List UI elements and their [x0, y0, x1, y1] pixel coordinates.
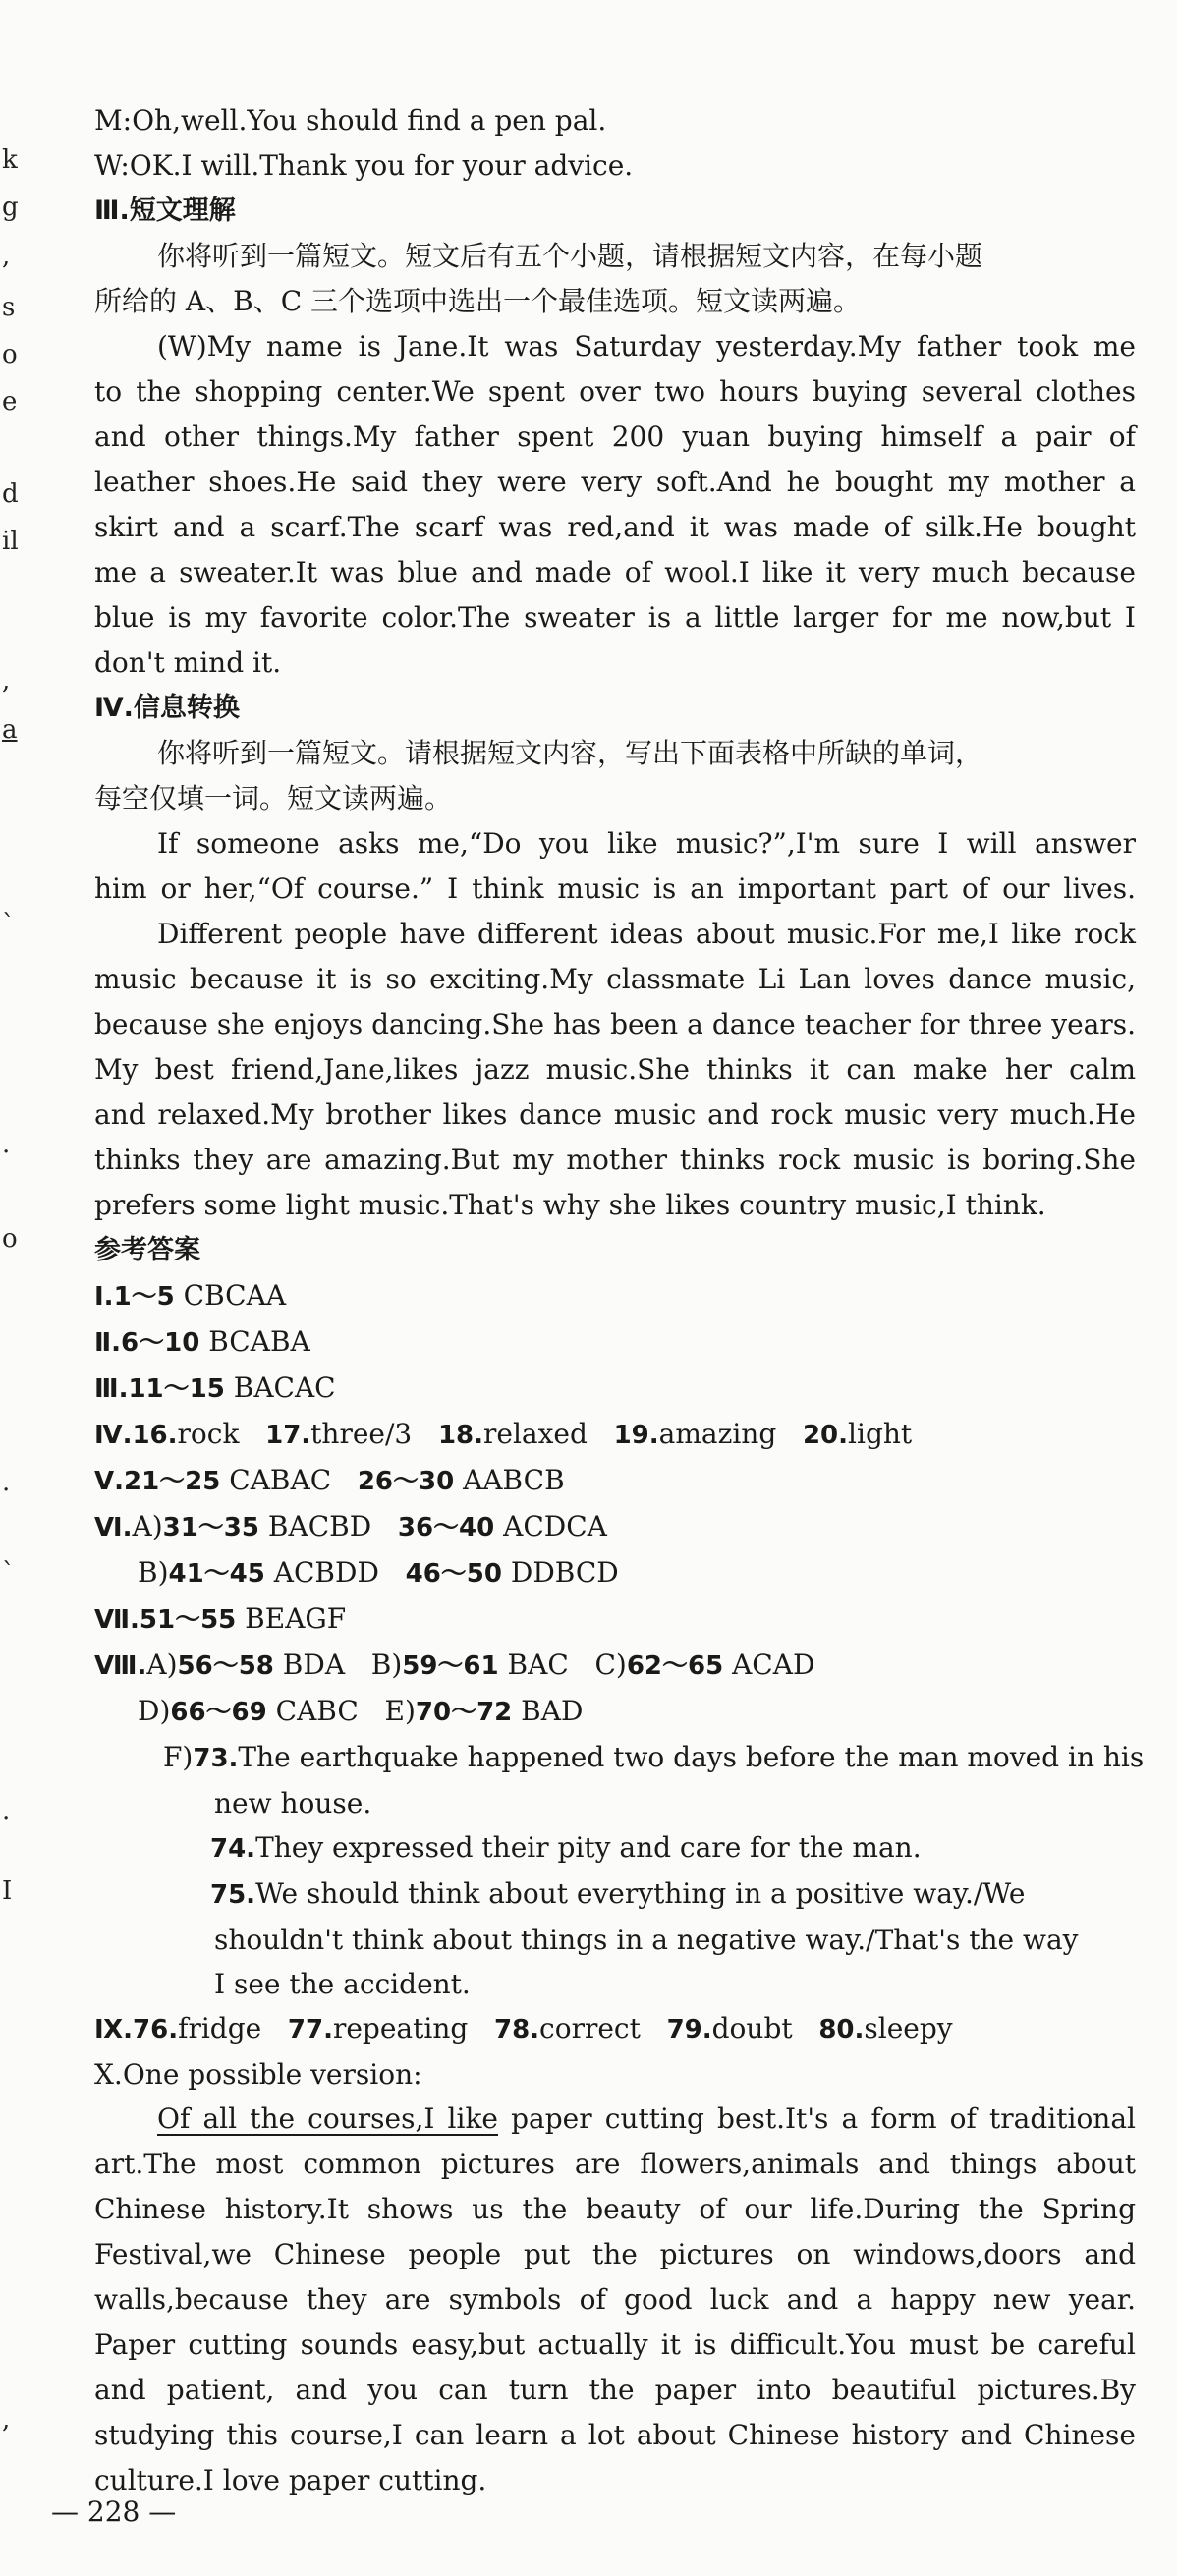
essay-line: Of all the courses,I like paper cutting best.It's a form of traditional — [157, 2102, 1136, 2135]
answer-row-III: Ⅲ.11～15 BACAC — [94, 1372, 336, 1404]
section-heading: Ⅲ.短文理解 — [94, 196, 236, 226]
essay-line: Paper cutting sounds easy,but actually it is difficult.You must be careful — [94, 2328, 1136, 2361]
essay-lead: Of all the courses,I like — [157, 2102, 498, 2135]
answer-73-cont: new house. — [214, 1787, 372, 1820]
margin-char: , — [2, 2405, 11, 2435]
answer-row-VI-B: B)41～45 ACBDD 46～50 DDBCD — [138, 1556, 619, 1589]
passage-line: him or her,“Of course.” I think music is an important part of our lives. — [94, 872, 1136, 905]
passage-line: to the shopping center.We spent over two hours buying several clothes — [94, 375, 1136, 408]
margin-char: . — [2, 1130, 11, 1159]
instruction-line: 每空仅填一词。短文读两遍。 — [94, 782, 453, 814]
margin-char: a — [2, 715, 18, 745]
left-margin-fragments — [0, 0, 24, 2576]
answer-row-I: Ⅰ.1～5 CBCAA — [94, 1279, 287, 1312]
answer-75-cont: I see the accident. — [214, 1968, 471, 2000]
instruction-line: 你将听到一篇短文。短文后有五个小题，请根据短文内容，在每小题 — [157, 240, 983, 272]
margin-char: , — [2, 242, 11, 271]
passage-line: leather shoes.He said they were very soft.And he bought my mother a — [94, 466, 1136, 498]
passage-line: blue is my favorite color.The sweater is a little larger for me now,but I — [94, 601, 1136, 634]
margin-char: ` — [2, 1558, 15, 1588]
passage-line: music because it is so exciting.My classmate Li Lan loves dance music, — [94, 963, 1136, 995]
answer-row-IX: Ⅸ.76.fridge 77.repeating 78.correct 79.doubt 80.sleepy — [94, 2012, 953, 2044]
margin-char: g — [2, 193, 19, 222]
essay-line: culture.I love paper cutting. — [94, 2464, 487, 2496]
margin-char: ` — [2, 910, 15, 939]
passage-line: My best friend,Jane,likes jazz music.She thinks it can make her calm — [94, 1053, 1136, 1086]
essay-line: walls,because they are symbols of good luck and a happy new year. — [94, 2283, 1136, 2316]
answer-74: 74.They expressed their pity and care for the man. — [210, 1831, 922, 1864]
passage-line: and relaxed.My brother likes dance music and rock music very much.He — [94, 1098, 1136, 1131]
answer-row-VIII-DE: D)66～69 CABC E)70～72 BAD — [138, 1695, 584, 1727]
answer-key-heading: 参考答案 — [94, 1235, 200, 1265]
margin-char: , — [2, 666, 11, 696]
passage-line: Different people have different ideas about music.For me,I like rock — [157, 918, 1136, 950]
passage-line: don't mind it. — [94, 646, 282, 679]
margin-char: . — [2, 1468, 11, 1497]
margin-char: o — [2, 340, 18, 369]
answer-row-VII: Ⅶ.51～55 BEAGF — [94, 1602, 347, 1635]
passage-line: skirt and a scarf.The scarf was red,and it was made of silk.He bought — [94, 511, 1136, 543]
instruction-line: 你将听到一篇短文。请根据短文内容，写出下面表格中所缺的单词， — [157, 737, 983, 769]
passage-line: because she enjoys dancing.She has been a dance teacher for three years. — [94, 1008, 1136, 1040]
answer-row-X: Ⅹ.One possible version: — [94, 2058, 422, 2091]
passage-line: and other things.My father spent 200 yuan buying himself a pair of — [94, 420, 1136, 453]
answer-row-II: Ⅱ.6～10 BCABA — [94, 1325, 310, 1358]
dialogue-line: W:OK.I will.Thank you for your advice. — [94, 149, 634, 182]
passage-line: me a sweater.It was blue and made of wool.I like it very much because — [94, 556, 1136, 588]
answer-73: F)73.The earthquake happened two days before the man moved in his — [163, 1741, 1145, 1773]
answer-key-page — [94, 98, 1145, 2503]
dialogue-line: M:Oh,well.You should find a pen pal. — [94, 104, 607, 137]
answer-row-V: Ⅴ.21～25 CABAC 26～30 AABCB — [94, 1464, 565, 1496]
margin-char: k — [2, 145, 18, 175]
margin-char: I — [2, 1876, 13, 1906]
answer-75-cont: shouldn't think about things in a negative way./That's the way — [214, 1924, 1079, 1956]
passage-line: prefers some light music.That's why she likes country music,I think. — [94, 1189, 1046, 1221]
answer-row-IV: Ⅳ.16.rock 17.three/3 18.relaxed 19.amazing 20.light — [94, 1418, 913, 1450]
essay-line: Festival,we Chinese people put the pictures on windows,doors and — [94, 2238, 1136, 2270]
margin-char: il — [2, 527, 19, 556]
passage-line: (W)My name is Jane.It was Saturday yesterday.My father took me — [157, 330, 1136, 363]
essay-line: and patient, and you can turn the paper into beautiful pictures.By — [94, 2374, 1136, 2406]
margin-char: d — [2, 479, 19, 509]
essay-line: studying this course,I can learn a lot about Chinese history and Chinese — [94, 2419, 1136, 2451]
margin-char: o — [2, 1224, 18, 1254]
passage-line: If someone asks me,“Do you like music?”,I'm sure I will answer — [157, 827, 1136, 860]
margin-char: . — [2, 1796, 11, 1825]
margin-char: e — [2, 387, 18, 417]
margin-char: s — [2, 293, 16, 322]
essay-line: art.The most common pictures are flowers,animals and things about — [94, 2148, 1136, 2180]
instruction-line: 所给的 A、B、C 三个选项中选出一个最佳选项。短文读两遍。 — [94, 285, 862, 317]
section-heading: Ⅳ.信息转换 — [94, 693, 240, 723]
answer-75: 75.We should think about everything in a positive way./We — [210, 1877, 1026, 1910]
answer-row-VI-A: Ⅵ.A)31～35 BACBD 36～40 ACDCA — [94, 1510, 607, 1542]
answer-row-VIII-ABC: Ⅷ.A)56～58 BDA B)59～61 BAC C)62～65 ACAD — [94, 1649, 815, 1681]
passage-line: thinks they are amazing.But my mother thinks rock music is boring.She — [94, 1144, 1136, 1176]
essay-line: Chinese history.It shows us the beauty of our life.During the Spring — [94, 2193, 1136, 2225]
page-number: — 228 — — [51, 2495, 177, 2528]
